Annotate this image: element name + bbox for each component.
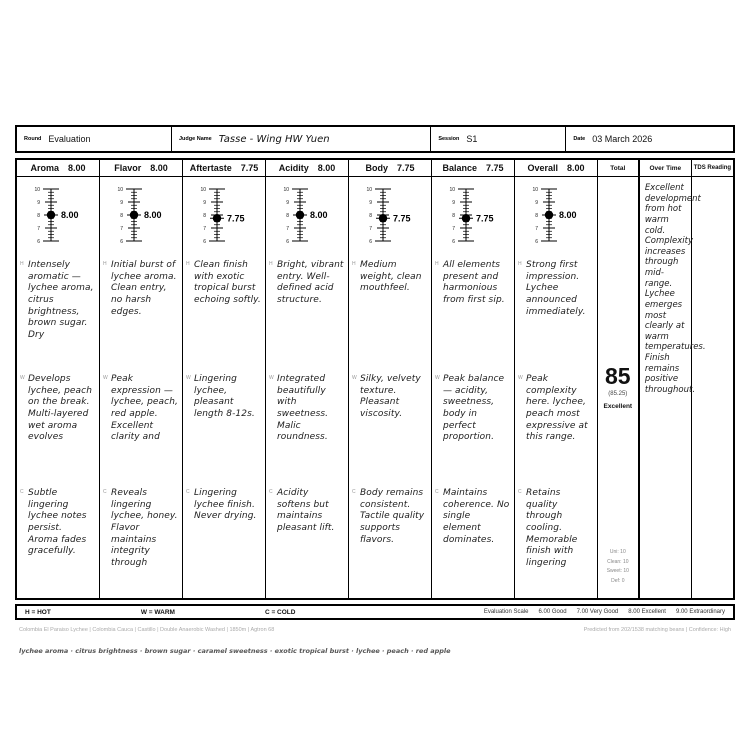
hot-comment-cell bbox=[17, 255, 99, 369]
total-extras bbox=[607, 548, 629, 586]
attribute-score: 8.00 bbox=[67, 163, 86, 173]
date-label: Date bbox=[573, 136, 586, 142]
warm-row-marker: W bbox=[103, 375, 108, 381]
svg-text:7: 7 bbox=[452, 225, 455, 232]
prediction-info-right: Predicted from 202/1538 matching beans | Confidence: High bbox=[583, 627, 731, 633]
attribute-header bbox=[266, 160, 348, 177]
warm-row-marker: W bbox=[352, 375, 357, 381]
total-body bbox=[598, 177, 638, 598]
score-scale bbox=[349, 177, 431, 255]
attribute-name: Balance bbox=[442, 163, 477, 173]
attribute-columns bbox=[17, 160, 598, 598]
attribute-score: 7.75 bbox=[486, 163, 504, 173]
total-score-block bbox=[604, 365, 633, 410]
warm-comment-text: Peak complexity here. lychee, peach most expressive at this range. bbox=[526, 374, 588, 443]
temperature-legend bbox=[25, 609, 295, 616]
svg-text:6: 6 bbox=[369, 238, 372, 245]
cold-comment-cell bbox=[349, 483, 431, 598]
coffee-info-left: Colombia El Paraiso Lychee | Colombia Cauca | Castillo | Double Anaerobic Washed | 1850m | Agtron 68 bbox=[19, 627, 275, 633]
session-cell bbox=[431, 127, 566, 151]
hot-row-marker: H bbox=[269, 261, 273, 267]
attribute-name: Flavor bbox=[114, 163, 142, 173]
hot-comment-cell bbox=[266, 255, 348, 369]
legend-hot: H = HOT bbox=[25, 608, 51, 616]
svg-text:8: 8 bbox=[369, 212, 372, 219]
total-score: 85 bbox=[605, 363, 631, 389]
cold-comment-text: Body remains consistent. Tactile quality supports flavors. bbox=[360, 488, 425, 545]
hot-comment-cell bbox=[100, 255, 182, 369]
svg-text:8: 8 bbox=[203, 212, 206, 219]
legend-warm: W = WARM bbox=[140, 608, 175, 616]
svg-text:6: 6 bbox=[203, 238, 206, 245]
cold-row-marker: C bbox=[269, 489, 273, 495]
warm-row-marker: W bbox=[269, 375, 274, 381]
descriptors-footer bbox=[15, 640, 735, 658]
attribute-name: Aftertaste bbox=[189, 163, 232, 173]
attribute-name: Body bbox=[365, 163, 388, 173]
svg-text:9: 9 bbox=[37, 199, 40, 206]
svg-text:8: 8 bbox=[535, 212, 538, 219]
tds-reading-header: TDS Reading bbox=[692, 160, 733, 177]
attribute-column bbox=[266, 160, 349, 598]
session-value: S1 bbox=[466, 134, 478, 144]
warm-comment-text: Develops lychee, peach on the break. Multi-layered wet aroma evolves bbox=[28, 374, 92, 443]
evaluation-scale-label: Evaluation Scale bbox=[483, 609, 529, 615]
svg-text:7: 7 bbox=[535, 225, 538, 232]
attribute-column bbox=[515, 160, 598, 598]
judge-name-cell bbox=[172, 127, 431, 151]
svg-text:10: 10 bbox=[449, 186, 455, 193]
svg-text:7.75: 7.75 bbox=[476, 213, 494, 224]
total-score-detail: (85.25) bbox=[608, 391, 628, 397]
total-grade: Excellent bbox=[603, 403, 633, 410]
cold-comment-text: Maintains coherence. No single element dominates. bbox=[443, 488, 510, 545]
warm-comment-cell bbox=[100, 369, 182, 483]
svg-text:10: 10 bbox=[283, 186, 289, 193]
cold-comment-cell bbox=[515, 483, 597, 598]
cold-comment-cell bbox=[432, 483, 514, 598]
hot-comment-text: Initial burst of lychee aroma. Clean entry, no harsh edges. bbox=[111, 260, 177, 317]
svg-text:6: 6 bbox=[120, 238, 123, 245]
hot-row-marker: H bbox=[518, 261, 522, 267]
scale-good: 6.00 Good bbox=[538, 609, 567, 615]
date-cell bbox=[566, 127, 733, 151]
evaluation-scale-legend bbox=[484, 609, 725, 615]
svg-text:8.00: 8.00 bbox=[144, 210, 162, 220]
hot-comment-text: All elements present and harmonious from first sip. bbox=[443, 260, 505, 306]
sweetness-score: Sweet: 10 bbox=[606, 568, 629, 574]
legend-bar bbox=[15, 604, 735, 620]
cold-row-marker: C bbox=[518, 489, 522, 495]
hot-comment-text: Medium weight, clean mouthfeel. bbox=[360, 260, 422, 294]
legend-cold: C = COLD bbox=[264, 608, 296, 616]
scale-extraordinary: 9.00 Extraordinary bbox=[675, 609, 725, 615]
warm-row-marker: W bbox=[435, 375, 440, 381]
over-time-header: Over Time bbox=[640, 160, 691, 177]
svg-text:8: 8 bbox=[286, 212, 289, 219]
svg-text:8: 8 bbox=[37, 212, 40, 219]
hot-comment-text: Intensely aromatic — lychee aroma, citrus brightness, brown sugar. Dry bbox=[28, 260, 94, 341]
cold-comment-cell bbox=[266, 483, 348, 598]
attribute-column bbox=[17, 160, 100, 598]
attribute-header bbox=[515, 160, 597, 177]
meta-bar bbox=[15, 125, 735, 153]
round-cell bbox=[17, 127, 172, 151]
svg-text:6: 6 bbox=[286, 238, 289, 245]
descriptors-list: lychee aroma · citrus brightness · brown sugar · caramel sweetness · exotic tropical burst · lychee · peach · red apple bbox=[19, 647, 451, 655]
svg-text:8.00: 8.00 bbox=[559, 210, 577, 220]
warm-comment-text: Silky, velvety texture. Pleasant viscosity. bbox=[360, 374, 421, 420]
svg-text:10: 10 bbox=[117, 186, 123, 193]
attribute-name: Acidity bbox=[278, 163, 309, 173]
svg-text:9: 9 bbox=[286, 199, 289, 206]
cold-comment-cell bbox=[183, 483, 265, 598]
score-scale bbox=[432, 177, 514, 255]
warm-row-marker: W bbox=[518, 375, 523, 381]
svg-text:7: 7 bbox=[203, 225, 206, 232]
score-scale bbox=[100, 177, 182, 255]
cold-comment-cell bbox=[17, 483, 99, 598]
hot-comment-cell bbox=[515, 255, 597, 369]
svg-text:7.75: 7.75 bbox=[227, 213, 245, 224]
attribute-score: 7.75 bbox=[396, 163, 415, 173]
svg-text:6: 6 bbox=[37, 238, 40, 245]
warm-row-marker: W bbox=[186, 375, 191, 381]
svg-text:7: 7 bbox=[120, 225, 123, 232]
cold-comment-text: Reveals lingering lychee, honey. Flavor maintains integrity through bbox=[111, 488, 178, 569]
attribute-header bbox=[183, 160, 265, 177]
judge-name-label: Judge Name bbox=[179, 136, 212, 142]
warm-comment-text: Peak balance — acidity, sweetness, body in perfect proportion. bbox=[443, 374, 505, 443]
warm-comment-cell bbox=[17, 369, 99, 483]
warm-comment-cell bbox=[432, 369, 514, 483]
hot-comment-text: Bright, vibrant entry. Well-defined acid structure. bbox=[277, 260, 344, 306]
score-scale bbox=[17, 177, 99, 255]
cold-row-marker: C bbox=[186, 489, 190, 495]
attribute-column bbox=[432, 160, 515, 598]
attribute-name: Overall bbox=[527, 163, 558, 173]
tds-reading-column bbox=[692, 160, 733, 598]
attribute-score: 8.00 bbox=[150, 163, 168, 173]
cold-comment-text: Subtle lingering lychee notes persist. Aroma fades gracefully. bbox=[28, 488, 87, 557]
svg-text:9: 9 bbox=[452, 199, 455, 206]
total-header: Total bbox=[598, 160, 638, 177]
cold-comment-text: Acidity softens but maintains pleasant lift. bbox=[277, 488, 335, 534]
cold-row-marker: C bbox=[20, 489, 24, 495]
hot-row-marker: H bbox=[186, 261, 190, 267]
svg-text:8: 8 bbox=[120, 212, 123, 219]
scale-very-good: 7.00 Very Good bbox=[576, 609, 619, 615]
svg-text:8: 8 bbox=[452, 212, 455, 219]
warm-comment-text: Integrated beautifully with sweetness. Malic roundness. bbox=[277, 374, 329, 443]
attribute-header bbox=[432, 160, 514, 177]
warm-comment-text: Lingering lychee, pleasant length 8-12s. bbox=[194, 374, 255, 420]
session-label: Session bbox=[438, 136, 460, 142]
uniformity-score: Uni: 10 bbox=[609, 549, 626, 555]
attribute-header bbox=[17, 160, 99, 177]
svg-text:10: 10 bbox=[200, 186, 206, 193]
svg-text:6: 6 bbox=[452, 238, 455, 245]
warm-comment-cell bbox=[266, 369, 348, 483]
cold-row-marker: C bbox=[435, 489, 439, 495]
hot-comment-cell bbox=[349, 255, 431, 369]
defects-score: Def: 0 bbox=[611, 577, 625, 584]
attribute-column bbox=[100, 160, 183, 598]
svg-text:9: 9 bbox=[203, 199, 206, 206]
warm-comment-cell bbox=[349, 369, 431, 483]
hot-row-marker: H bbox=[352, 261, 356, 267]
svg-text:7.75: 7.75 bbox=[393, 213, 411, 224]
hot-comment-text: Clean finish with exotic tropical burst echoing softly. bbox=[194, 260, 261, 306]
cold-comment-cell bbox=[100, 483, 182, 598]
hot-row-marker: H bbox=[20, 261, 24, 267]
judge-name-value: Tasse - Wing HW Yuen bbox=[218, 133, 330, 145]
svg-text:8.00: 8.00 bbox=[61, 210, 79, 220]
svg-text:6: 6 bbox=[535, 238, 538, 245]
attribute-header bbox=[100, 160, 182, 177]
cold-comment-text: Retains quality through cooling. Memorable finish with lingering bbox=[526, 488, 578, 569]
score-scale bbox=[183, 177, 265, 255]
svg-text:8.00: 8.00 bbox=[310, 210, 328, 220]
attribute-column bbox=[349, 160, 432, 598]
scoring-table bbox=[15, 158, 735, 600]
clean-cup-score: Clean: 10 bbox=[607, 558, 629, 565]
svg-text:7: 7 bbox=[286, 225, 289, 232]
svg-text:10: 10 bbox=[366, 186, 372, 193]
svg-text:7: 7 bbox=[37, 225, 40, 232]
svg-text:9: 9 bbox=[369, 199, 372, 206]
score-scale bbox=[266, 177, 348, 255]
over-time-column bbox=[640, 160, 706, 598]
round-label: Round bbox=[24, 136, 42, 142]
warm-row-marker: W bbox=[20, 375, 25, 381]
svg-text:10: 10 bbox=[34, 186, 40, 193]
cold-row-marker: C bbox=[352, 489, 356, 495]
total-column bbox=[597, 160, 640, 598]
attribute-header bbox=[349, 160, 431, 177]
svg-text:7: 7 bbox=[369, 225, 372, 232]
attribute-score: 8.00 bbox=[317, 163, 336, 173]
hot-row-marker: H bbox=[103, 261, 107, 267]
attribute-score: 7.75 bbox=[240, 163, 259, 173]
round-value: Evaluation bbox=[48, 134, 91, 144]
over-time-notes: Excellent development from hot warm cold. Complexity increases through mid-range. Lychee emerges most clearly at warm temperatures. Finish remains positive throughout. bbox=[644, 183, 706, 395]
svg-text:9: 9 bbox=[120, 199, 123, 206]
warm-comment-cell bbox=[515, 369, 597, 483]
svg-text:9: 9 bbox=[535, 199, 538, 206]
scale-excellent: 8.00 Excellent bbox=[628, 609, 666, 615]
coffee-info-footer bbox=[15, 627, 735, 633]
hot-comment-cell bbox=[183, 255, 265, 369]
score-scale bbox=[515, 177, 597, 255]
hot-comment-cell bbox=[432, 255, 514, 369]
svg-text:10: 10 bbox=[532, 186, 538, 193]
hot-row-marker: H bbox=[435, 261, 439, 267]
warm-comment-cell bbox=[183, 369, 265, 483]
attribute-column bbox=[183, 160, 266, 598]
attribute-score: 8.00 bbox=[567, 163, 585, 173]
date-value: 03 March 2026 bbox=[592, 134, 653, 144]
warm-comment-text: Peak expression — lychee, peach, red apple. Excellent clarity and bbox=[111, 374, 178, 443]
cold-row-marker: C bbox=[103, 489, 107, 495]
attribute-name: Aroma bbox=[30, 163, 59, 173]
hot-comment-text: Strong first impression. Lychee announced immediately. bbox=[526, 260, 586, 317]
cold-comment-text: Lingering lychee finish. Never drying. bbox=[194, 488, 257, 522]
